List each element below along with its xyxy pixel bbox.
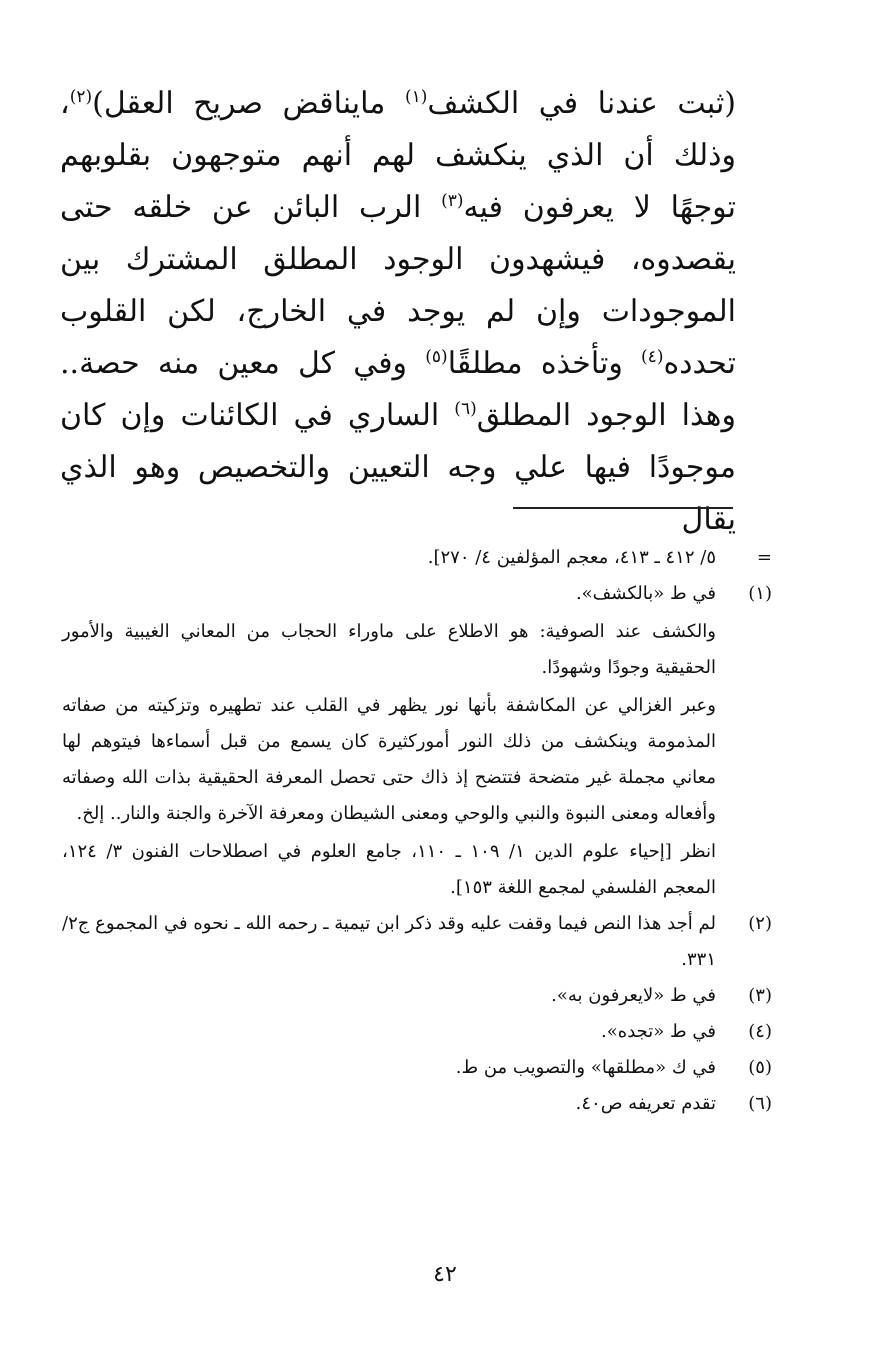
- footnote-5: [62, 1050, 772, 1086]
- main-text-segment: الساري في الكائنات وإن كان موجودًا فيها علي وجه التعيين والتخصيص وهو الذي يقال: [60, 398, 736, 537]
- footnote-number: (٥): [748, 1057, 772, 1078]
- main-text-segment: الرب البائن عن خلقه حتى يقصدوه، فيشهدون الوجود المطلق المشترك بين الموجودات وإن لم يوجد في الخارج، لكن القلوب تحدده: [60, 190, 736, 381]
- footnote-ref-4: (٤): [641, 347, 664, 367]
- footnote-text: في ط «بالكشف».: [575, 583, 716, 604]
- main-text-segment: ، وذلك أن الذي ينكشف لهم أنهم متوجهون بقلوبهم توجهًا لا يعرفون فيه: [60, 86, 736, 225]
- footnote-text: في ط «تجده».: [601, 1021, 716, 1042]
- footnote-number: =: [756, 547, 772, 568]
- footnote-4: [62, 1014, 772, 1050]
- footnote-3: [62, 978, 772, 1014]
- footnote-ref-3: (٣): [441, 191, 464, 211]
- footnote-number: (٤): [748, 1021, 772, 1042]
- main-text-segment: وتأخذه مطلقًا: [447, 346, 642, 381]
- footnote-separator: [513, 507, 733, 509]
- footnote-text: تقدم تعريفه ص٤٠.: [575, 1093, 716, 1114]
- footnote-text: في ك «مطلقها» والتصويب من ط.: [455, 1057, 716, 1078]
- footnote-text: في ط «لايعرفون به».: [551, 985, 716, 1006]
- main-paragraph: [60, 78, 736, 546]
- main-text-segment: وفي كل معين منه حصة.. وهذا الوجود المطلق: [60, 346, 736, 433]
- footnote-2: [62, 906, 772, 978]
- footnote-number: (٣): [748, 985, 772, 1006]
- footnote-1: [62, 576, 772, 906]
- footnote-continued: [62, 540, 772, 576]
- footnote-number: (١): [748, 583, 772, 604]
- footnote-number: (٢): [748, 913, 772, 934]
- footnote-text: ٥/ ٤١٢ ـ ٤١٣، معجم المؤلفين ٤/ ٢٧٠].: [427, 547, 716, 568]
- footnote-6: [62, 1086, 772, 1122]
- footnotes-section: [62, 540, 772, 1122]
- page-number: ٤٢: [433, 1262, 457, 1287]
- footnote-ref-1: (١): [404, 87, 428, 107]
- footnote-number: (٦): [748, 1093, 772, 1114]
- footnote-text: والكشف عند الصوفية: هو الاطلاع على ماوراء الحجاب من المعاني الغيبية والأمور الحقيقية وجودًا وشهودًا.: [62, 621, 716, 678]
- footnote-ref-6: (٦): [454, 399, 477, 419]
- footnote-text: وعبر الغزالي عن المكاشفة بأنها نور يظهر في القلب عند تطهيره وتزكيته من صفاته المذمومة وينكشف من ذلك النور أموركثيرة كان يسمع من قبل أسماءها فيتوهم لها معاني مجملة غير متضحة فتتضح إذ ذاك حتى تحصل المعرفة الحقيقية بذات الله وصفاته وأفعاله ومعنى النبوة والنبي والوحي ومعنى الشيطان ومعرفة الآخرة والجنة والنار.. إلخ.: [62, 695, 716, 824]
- footnote-ref-5: (٥): [425, 347, 448, 367]
- main-text-segment: (ثبت عندنا في الكشف: [427, 86, 736, 121]
- footnote-ref-2: (٢): [69, 87, 93, 107]
- footnote-text: لم أجد هذا النص فيما وقفت عليه وقد ذكر ابن تيمية ـ رحمه الله ـ نحوه في المجموع ج٢/ ٣٣١.: [62, 913, 716, 970]
- main-text-segment: مايناقض صريح العقل): [92, 86, 405, 121]
- footnote-text: انظر [إحياء علوم الدين ١/ ١٠٩ ـ ١١٠، جامع العلوم في اصطلاحات الفنون ٣/ ١٢٤، المعجم الفلسفي لمجمع اللغة ١٥٣].: [62, 841, 716, 898]
